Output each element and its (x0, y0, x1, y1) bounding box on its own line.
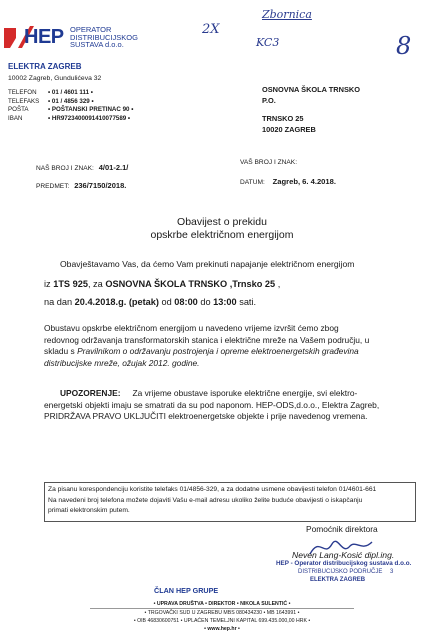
handwritten-note-2: Zbornica (262, 8, 312, 21)
recipient-city: 10020 ZAGREB (262, 125, 316, 134)
warning-label: UPOZORENJE: (60, 388, 121, 398)
stamp-line2: DISTRIBUCIJSKO PODRUČJE (298, 569, 383, 575)
our-ref (36, 163, 128, 172)
recipient-street: TRNSKO 25 (262, 114, 304, 123)
subject-ref (36, 181, 126, 190)
warning-block (44, 388, 424, 423)
p3-from: 08:00 (174, 297, 198, 307)
warning-line2: energetski objekti imaju se smatrati da su pod naponom. HEP-ODS,d.o.o., Elektra Zagreb, (44, 399, 380, 410)
fax-value: • 01 / 4856 329 • (48, 97, 94, 105)
sender-contacts (8, 89, 133, 123)
notice-box (44, 482, 416, 522)
handwritten-note-1: 2X (202, 22, 220, 37)
p2-za: , za (87, 279, 103, 289)
body-p3 (44, 296, 256, 308)
date-ref (240, 177, 336, 186)
date-label: DATUM: (240, 179, 265, 186)
signature-name: Neven Lang-Kosić dipl.ing. (292, 550, 395, 560)
post-label: POŠTA (8, 106, 29, 113)
hep-logo (4, 12, 154, 54)
title-line2: opskrbe električnom energijom (150, 229, 294, 241)
stamp-line3: ELEKTRA ZAGREB (310, 577, 366, 583)
logo-line3: SUSTAVA d.o.o. (70, 40, 124, 49)
iban-value: • HR9723400091410077589 • (48, 114, 131, 122)
p3-do: do (200, 297, 211, 307)
notice-line2: Na navedeni broj telefona možete dojaviti Vašu e-mail adresu ukoliko želite buduće obavijesti o iskapčanju (48, 496, 363, 504)
subject-value: 236/7150/2018. (74, 181, 127, 190)
notice-line3: primati elektronskim putem. (48, 507, 130, 514)
p2-recipient: OSNOVNA ŠKOLA TRNSKO (105, 279, 228, 289)
recipient-block (262, 84, 360, 135)
footer-block (0, 600, 444, 633)
our-ref-label: NAŠ BROJ I ZNAK: (36, 165, 94, 172)
stamp-number: 3 (390, 569, 394, 575)
p2-street: ,Trnsko 25 (229, 279, 276, 289)
logo-line2: DISTRIBUCIJSKOG (70, 32, 138, 42)
date-value: Zagreb, 6. 4.2018. (272, 177, 336, 186)
footer-line2: • TRGOVAČKI SUD U ZAGREBU MBS 080434230 • MB 1643991 • (144, 610, 300, 616)
sender-unit: ELEKTRA ZAGREB (8, 62, 82, 71)
member-label: ČLAN HEP GRUPE (154, 586, 219, 595)
document-title (0, 216, 444, 242)
p3-od: od (161, 297, 172, 307)
p3-to: 13:00 (213, 297, 237, 307)
our-ref-value: 4/01-2.1/ (98, 163, 129, 172)
logo-brand: HEP (24, 26, 64, 48)
body-p4 (44, 323, 420, 369)
stamp-line1: HEP - Operator distribucijskog sustava d.o.o. (276, 560, 412, 567)
p4-line3a: skladu s (44, 346, 75, 356)
footer-line1: • UPRAVA DRUŠTVA • DIREKTOR • NIKOLA SULENTIĆ • (153, 601, 291, 607)
p4-line3b: Pravilnikom o održavanju postrojenja i opreme elektroenergetskih građevina (77, 346, 359, 356)
handwritten-note-3: KC3 (256, 36, 280, 49)
recipient-po: P.O. (262, 96, 276, 105)
body-p2 (44, 278, 280, 290)
p2-station: 1TS 925 (53, 279, 88, 289)
p4-line4: distribucijske mreže, ožujak 2012. godine. (44, 357, 200, 368)
handwritten-note-4: 8 (396, 32, 412, 60)
warning-line3: PRIDRŽAVA PRAVO UKLJUČITI elektroenergetske objekte i prije navedenog vremena. (44, 411, 368, 421)
stamp-line2-row (276, 568, 426, 576)
logo-line1: OPERATOR (70, 25, 112, 34)
warning-line1: Za vrijeme obustave isporuke električne energije, svi elektro- (132, 388, 358, 398)
logo-subtitle (70, 26, 138, 49)
iban-label: IBAN (8, 114, 23, 122)
sender-address: 10002 Zagreb, Gundulićeva 32 (8, 75, 102, 82)
p2-comma: , (277, 279, 281, 289)
p3-na-dan: na dan (44, 297, 73, 307)
p4-line1: Obustavu opskrbe električnom energijom u navedeno vrijeme izvršit ćemo zbog (44, 323, 339, 333)
notice-line1: Za pisanu korespondenciju koristite telefaks 01/4856-329, a za dodatne usmene obavijesti telefon 01/4601-661 (48, 486, 377, 493)
subject-label: PREDMET: (36, 183, 70, 190)
p3-date: 20.4.2018.g. (petak) (74, 297, 159, 307)
phone-label: TELEFON (8, 89, 37, 96)
fax-label: TELEFAKS (8, 97, 40, 105)
recipient-name: OSNOVNA ŠKOLA TRNSKO (262, 85, 360, 94)
your-ref-label: VAŠ BROJ I ZNAK: (240, 159, 298, 166)
title-line1: Obavijest o prekidu (177, 216, 267, 228)
p2-iz: iz (44, 279, 51, 289)
footer-website: • www.hep.hr • (204, 626, 240, 632)
post-value: • POŠTANSKI PRETINAC 90 • (48, 106, 134, 113)
phone-value: • 01 / 4601 111 • (48, 89, 93, 96)
p3-sati: sati. (239, 297, 257, 307)
footer-line3: • OIB 46830600751 • UPLAĆEN TEMELJNI KAPITAL 699.435.000,00 HRK • (133, 618, 311, 624)
body-p1: Obavještavamo Vas, da ćemo Vam prekinuti napajanje električnom energijom (60, 259, 355, 269)
signature-role: Pomoćnik direktora (306, 524, 378, 534)
p4-line2: redovnog održavanja transformatorskih stanica i električne mreže na Vašem području, u (44, 334, 370, 345)
company-stamp (276, 560, 426, 584)
